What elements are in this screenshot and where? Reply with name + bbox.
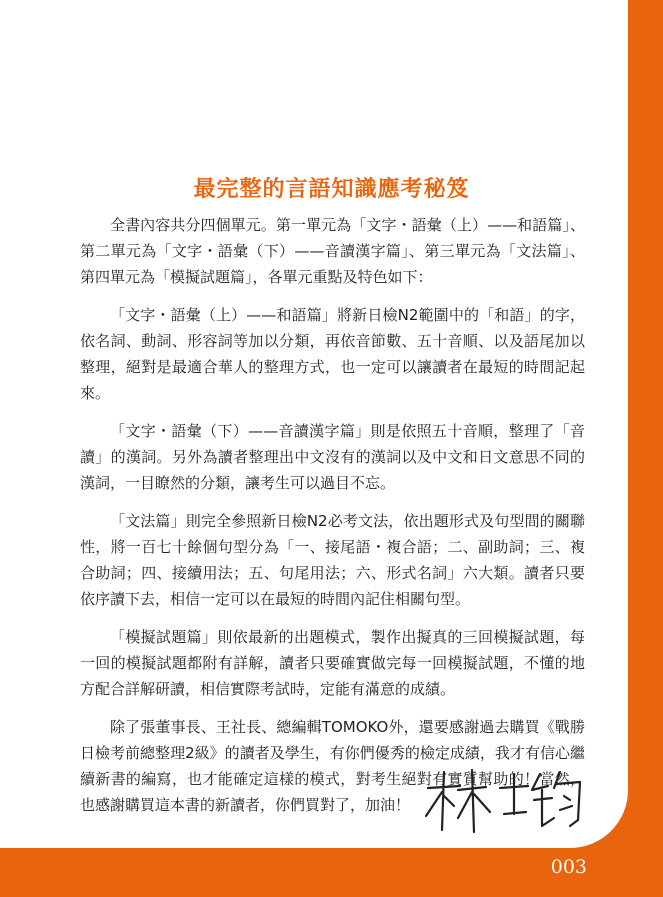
paragraph-3: 「文字・語彙（下）——音讀漢字篇」則是依照五十音順，整理了「音讀」的漢詞。另外為讀者整理出中文沒有的漢詞以及中文和日文意思不同的漢詞，一目瞭然的分類，讓考生可以過目不忘。	[80, 422, 585, 492]
paragraph-1: 全書內容共分四個單元。第一單元為「文字・語彙（上）——和語篇」、第二單元為「文字・語彙（下）——音讀漢字篇」、第三單元為「文法篇」、第四單元為「模擬試題篇」，各單元重點及特色如下：	[80, 216, 585, 286]
body-text	[80, 212, 585, 830]
page-title: 最完整的言語知識應考秘笈	[193, 177, 470, 202]
paragraph-6: 除了張董事長、王社長、總編輯TOMOKO外，還要感謝過去購買《戰勝日檢考前總整理2級》的讀者及學生，有你們優秀的檢定成績，我才有信心繼續新書的編寫，也才能確定這樣的模式，對考生絕對有實質幫助的！當然，也感謝購買這本書的新讀者，你們買對了，加油！	[80, 718, 585, 814]
handwritten-signature	[420, 760, 590, 840]
paragraph-5: 「模擬試題篇」則依最新的出題模式，製作出擬真的三回模擬試題，每一回的模擬試題都附有詳解，讀者只要確實做完每一回模擬試題，不懂的地方配合詳解研讀，相信實際考試時，定能有滿意的成績。	[80, 628, 585, 698]
paragraph-2: 「文字・語彙（上）——和語篇」將新日檢N2範圍中的「和語」的字，依名詞、動詞、形容詞等加以分類，再依音節數、五十音順、以及語尾加以整理，絕對是最適合華人的整理方式，也一定可以讓讀者在最短的時間記起來。	[80, 306, 585, 402]
paragraph-4: 「文法篇」則完全參照新日檢N2必考文法，依出題形式及句型間的關聯性，將一百七十餘個句型分為「一、接尾語・複合語；二、副助詞；三、複合助詞；四、接續用法；五、句尾用法；六、形式名詞」六大類。讀者只要依序讀下去，相信一定可以在最短的時間內記住相關句型。	[80, 512, 585, 608]
page-number: 003	[550, 856, 587, 878]
